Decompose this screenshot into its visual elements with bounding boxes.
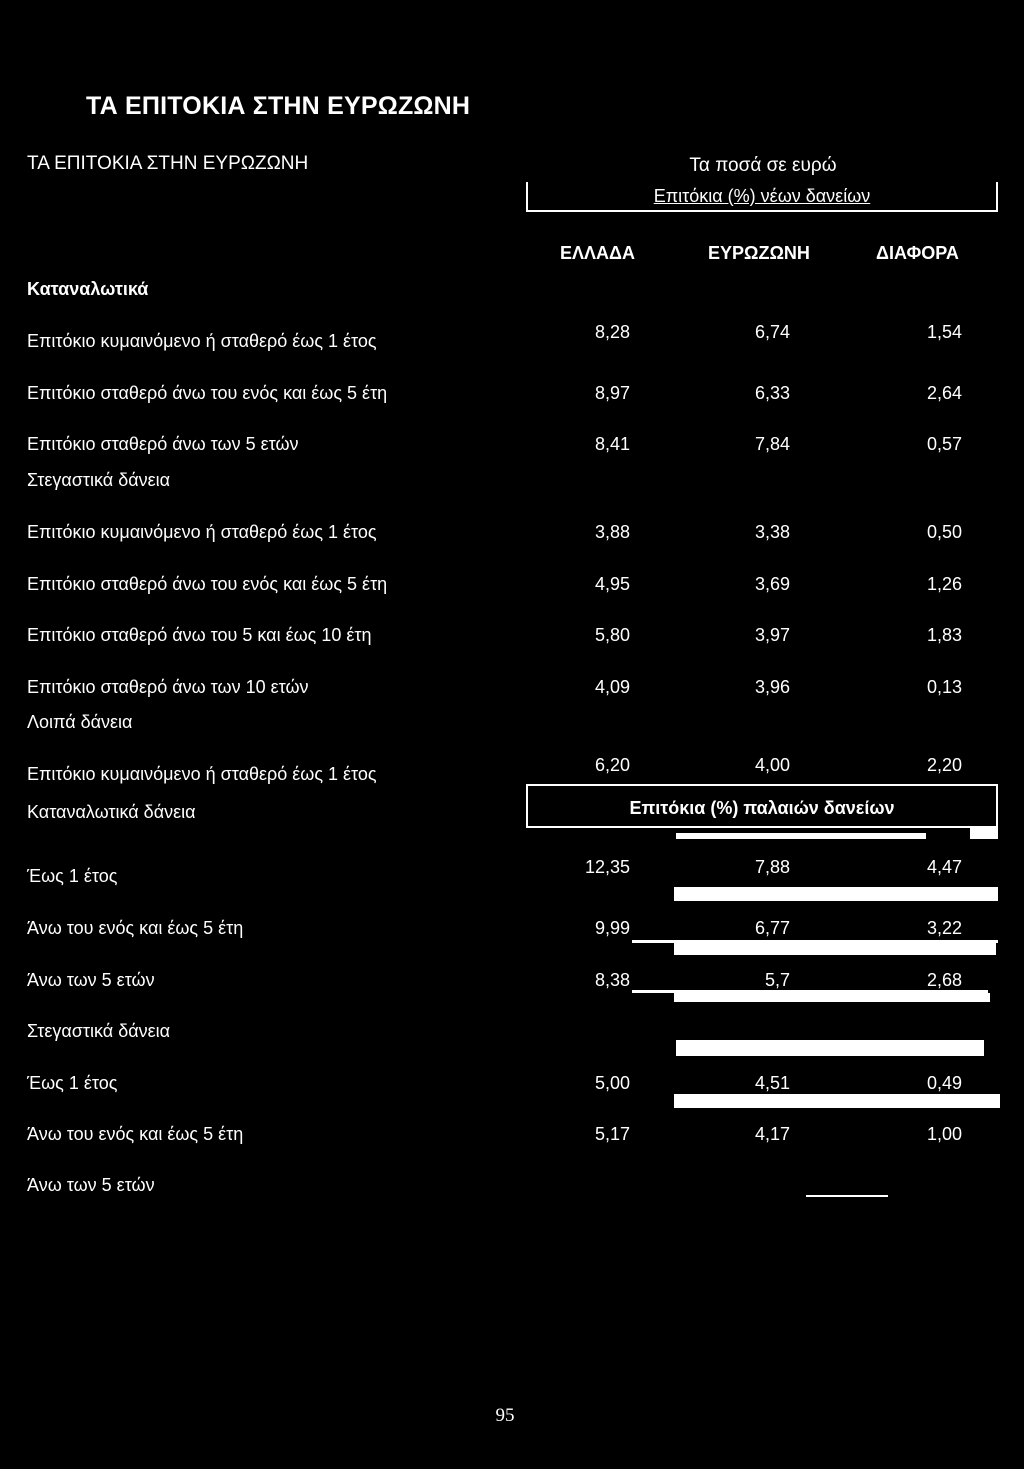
- cell-eurozone: 5,7: [764, 970, 790, 990]
- cell-eurozone: 3,96: [754, 677, 790, 697]
- cell-difference: 1,83: [926, 625, 962, 645]
- cell-eurozone: 3,38: [754, 522, 790, 542]
- cell-eurozone: 7,88: [754, 857, 790, 877]
- cell-eurozone: 6,77: [754, 918, 790, 938]
- row-label: Επιτόκιο σταθερό άνω του ενός και έως 5 έτη: [27, 383, 388, 403]
- scan-bar: [674, 887, 998, 901]
- scan-line: [806, 1195, 888, 1197]
- table-title: ΤΑ ΕΠΙΤΟΚΙΑ ΣΤΗΝ ΕΥΡΩΖΩΝΗ: [27, 153, 309, 174]
- cell-eurozone: 4,17: [754, 1124, 790, 1144]
- column-header-eurozone: ΕΥΡΩΖΩΝΗ: [708, 243, 810, 263]
- new-loans-header: Επιτόκια (%) νέων δανείων: [653, 186, 871, 206]
- cell-greece: 4,09: [594, 677, 630, 697]
- row-label: Άνω των 5 ετών: [27, 970, 155, 990]
- document-title: ΤΑ ΕΠΙΤΟΚΙΑ ΣΤΗΝ ΕΥΡΩΖΩΝΗ: [86, 92, 471, 120]
- scan-bar: [970, 827, 998, 839]
- cell-difference: 0,57: [926, 434, 962, 454]
- cell-greece: 6,20: [594, 755, 630, 775]
- scan-bar: [674, 943, 996, 955]
- scan-bar: [676, 1040, 984, 1056]
- row-label: Άνω του ενός και έως 5 έτη: [27, 1124, 244, 1144]
- cell-difference: 3,22: [926, 918, 962, 938]
- cell-difference: 2,64: [926, 383, 962, 403]
- cell-difference: 4,47: [926, 857, 962, 877]
- scan-bar: [676, 833, 926, 839]
- cell-eurozone: 7,84: [754, 434, 790, 454]
- cell-eurozone: 3,69: [754, 574, 790, 594]
- cell-greece: 12,35: [584, 857, 630, 877]
- cell-greece: 5,00: [594, 1073, 630, 1093]
- section-housing: Στεγαστικά δάνεια: [27, 470, 171, 490]
- row-label: Επιτόκιο σταθερό άνω του 5 και έως 10 έτη: [27, 625, 372, 645]
- cell-greece: 8,28: [594, 322, 630, 342]
- section-housing-old: Στεγαστικά δάνεια: [27, 1021, 171, 1041]
- old-loans-header: Επιτόκια (%) παλαιών δανείων: [629, 798, 895, 818]
- cell-greece: 9,99: [594, 918, 630, 938]
- row-label: Άνω των 5 ετών: [27, 1175, 155, 1195]
- cell-eurozone: 3,97: [754, 625, 790, 645]
- row-label: Επιτόκιο κυμαινόμενο ή σταθερό έως 1 έτος: [27, 764, 377, 784]
- cell-eurozone: 6,74: [754, 322, 790, 342]
- cell-greece: 8,41: [594, 434, 630, 454]
- cell-greece: 8,97: [594, 383, 630, 403]
- old-loans-header-box: [526, 784, 998, 828]
- cell-difference: 1,00: [926, 1124, 962, 1144]
- cell-greece: 3,88: [594, 522, 630, 542]
- cell-difference: 2,68: [926, 970, 962, 990]
- cell-eurozone: 4,51: [754, 1073, 790, 1093]
- amounts-note: Τα ποσά σε ευρώ: [689, 155, 837, 176]
- section-consumer-loans: Καταναλωτικά δάνεια: [27, 802, 196, 822]
- cell-eurozone: 6,33: [754, 383, 790, 403]
- cell-difference: 0,13: [926, 677, 962, 697]
- scan-bar: [674, 1094, 1000, 1108]
- cell-greece: 8,38: [594, 970, 630, 990]
- column-header-greece: ΕΛΛΑΔΑ: [560, 243, 635, 263]
- scan-bar: [674, 993, 990, 1002]
- cell-difference: 1,26: [926, 574, 962, 594]
- row-label: Επιτόκιο σταθερό άνω των 10 ετών: [27, 677, 309, 697]
- row-label: Έως 1 έτος: [27, 866, 118, 886]
- page-number: 95: [495, 1405, 515, 1426]
- cell-difference: 0,49: [926, 1073, 962, 1093]
- cell-eurozone: 4,00: [754, 755, 790, 775]
- new-loans-header-box: [526, 182, 998, 212]
- cell-difference: 0,50: [926, 522, 962, 542]
- row-label: Επιτόκιο σταθερό άνω του ενός και έως 5 έτη: [27, 574, 388, 594]
- cell-greece: 5,80: [594, 625, 630, 645]
- row-label: Άνω του ενός και έως 5 έτη: [27, 918, 244, 938]
- row-label: Επιτόκιο κυμαινόμενο ή σταθερό έως 1 έτος: [27, 522, 377, 542]
- cell-difference: 1,54: [926, 322, 962, 342]
- row-label: Έως 1 έτος: [27, 1073, 118, 1093]
- row-label: Επιτόκιο κυμαινόμενο ή σταθερό έως 1 έτος: [27, 331, 377, 351]
- section-consumer: Καταναλωτικά: [27, 279, 149, 299]
- cell-difference: 2,20: [926, 755, 962, 775]
- cell-greece: 5,17: [594, 1124, 630, 1144]
- column-header-difference: ΔΙΑΦΟΡΑ: [876, 243, 959, 263]
- section-other: Λοιπά δάνεια: [27, 712, 133, 732]
- row-label: Επιτόκιο σταθερό άνω των 5 ετών: [27, 434, 299, 454]
- cell-greece: 4,95: [594, 574, 630, 594]
